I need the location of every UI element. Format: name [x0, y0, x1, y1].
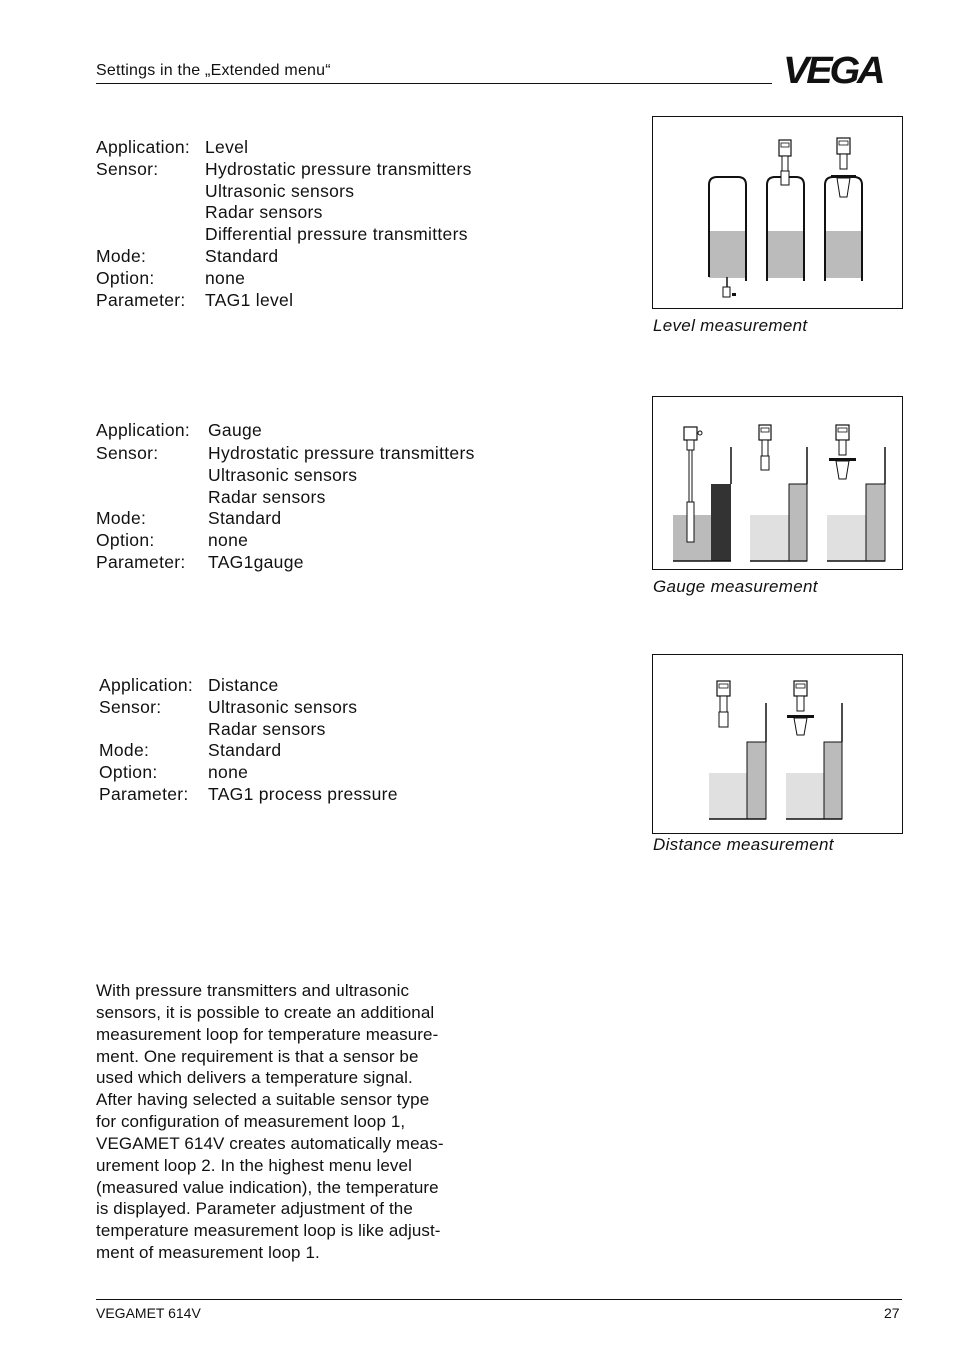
ultrasonic-sensor-icon	[717, 681, 730, 727]
vessel-1-fill	[709, 231, 746, 278]
paragraph-line: urement loop 2. In the highest menu level	[96, 1155, 412, 1175]
paragraph-line: VEGAMET 614V creates automatically meas-	[96, 1133, 444, 1153]
distance-measurement-figure	[652, 654, 903, 834]
paragraph-line: temperature measurement loop is like adjust-	[96, 1221, 441, 1241]
radar-sensor-icon	[831, 138, 856, 197]
vessel-3-wall	[866, 484, 885, 561]
spec-row-sensor-cont: Ultrasonic sensors	[205, 180, 355, 201]
vessel-3-fill	[827, 515, 866, 561]
hydrostatic-sensor-icon	[723, 287, 730, 297]
ultrasonic-sensor-icon	[759, 425, 771, 470]
paragraph-line: After having selected a suitable sensor type	[96, 1090, 430, 1110]
spec-row-option: Option: none	[99, 762, 249, 783]
spec-row-sensor: Sensor: Hydrostatic pressure transmitters	[96, 442, 475, 463]
spec-block-distance	[99, 675, 599, 806]
figure-caption-distance: Distance measurement	[653, 835, 834, 854]
paragraph-line: With pressure transmitters and ultrasonic	[96, 981, 410, 1000]
figure-caption-gauge: Gauge measurement	[653, 577, 818, 596]
spec-row-parameter: Parameter: TAG1gauge	[96, 552, 304, 572]
distance-measurement-illustration	[653, 655, 902, 833]
level-measurement-illustration	[653, 117, 902, 308]
svg-text:VEGA: VEGA	[783, 52, 883, 86]
temperature-loop-paragraph	[96, 980, 496, 1264]
spec-row-option: Option: none	[96, 267, 246, 288]
spec-row-sensor-cont: Radar sensors	[205, 202, 323, 223]
spec-row-sensor-cont: Radar sensors	[208, 718, 326, 739]
spec-row-sensor: Sensor: Ultrasonic sensors	[99, 696, 358, 717]
paragraph-line: sensors, it is possible to create an additional	[96, 1002, 435, 1022]
page-number: 27	[884, 1305, 900, 1321]
paragraph-line: ment of measurement loop 1.	[96, 1243, 320, 1263]
figure-caption-level: Level measurement	[653, 316, 808, 335]
level-measurement-figure	[652, 116, 903, 309]
header-divider	[96, 83, 772, 84]
gauge-measurement-illustration	[653, 397, 902, 569]
vessel-1-fill	[709, 773, 747, 819]
spec-row-sensor: Sensor: Hydrostatic pressure transmitters	[96, 158, 472, 179]
vessel-2-wall	[824, 742, 842, 819]
vessel-2-fill	[767, 231, 804, 278]
spec-block-gauge	[96, 419, 596, 574]
footer-product-name: VEGAMET 614V	[96, 1305, 201, 1321]
vessel-1-wall	[747, 742, 766, 819]
radar-sensor-icon	[829, 425, 856, 479]
spec-row-parameter: Parameter: TAG1 process pressure	[99, 783, 398, 804]
spec-row-mode: Mode: Standard	[99, 740, 282, 761]
vessel-2-wall	[789, 484, 807, 561]
vessel-3-fill	[825, 231, 862, 278]
paragraph-line: ment. One requirement is that a sensor be	[96, 1046, 419, 1066]
spec-row-mode: Mode: Standard	[96, 245, 279, 266]
spec-row-application: Application: Gauge	[96, 420, 263, 440]
radar-sensor-icon	[787, 681, 814, 735]
footer-divider	[96, 1299, 902, 1300]
vessel-2-fill	[786, 773, 824, 819]
page-header-title: Settings in the „Extended menu“	[96, 62, 331, 79]
paragraph-line: measurement loop for temperature measure-	[96, 1024, 439, 1044]
paragraph-line: for configuration of measurement loop 1,	[96, 1112, 406, 1132]
spec-row-sensor-cont: Differential pressure transmitters	[205, 224, 468, 245]
gauge-measurement-figure	[652, 396, 903, 570]
paragraph-line: used which delivers a temperature signal.	[96, 1068, 413, 1088]
spec-row-mode: Mode: Standard	[96, 508, 282, 528]
spec-row-application: Application: Distance	[99, 675, 279, 695]
vessel-2-fill	[750, 515, 789, 561]
spec-row-sensor-cont: Radar sensors	[208, 486, 326, 507]
spec-row-parameter: Parameter: TAG1 level	[96, 289, 294, 310]
spec-row-option: Option: none	[96, 529, 249, 550]
ultrasonic-sensor-icon	[779, 140, 791, 185]
paragraph-line: is displayed. Parameter adjustment of the	[96, 1199, 413, 1219]
spec-row-application: Application: Level	[96, 137, 249, 157]
vessel-1-wall	[711, 484, 731, 561]
spec-row-sensor-cont: Ultrasonic sensors	[208, 465, 358, 485]
paragraph-line: (measured value indication), the temperature	[96, 1177, 439, 1197]
spec-block-level	[96, 137, 596, 311]
vega-logo	[783, 52, 903, 86]
